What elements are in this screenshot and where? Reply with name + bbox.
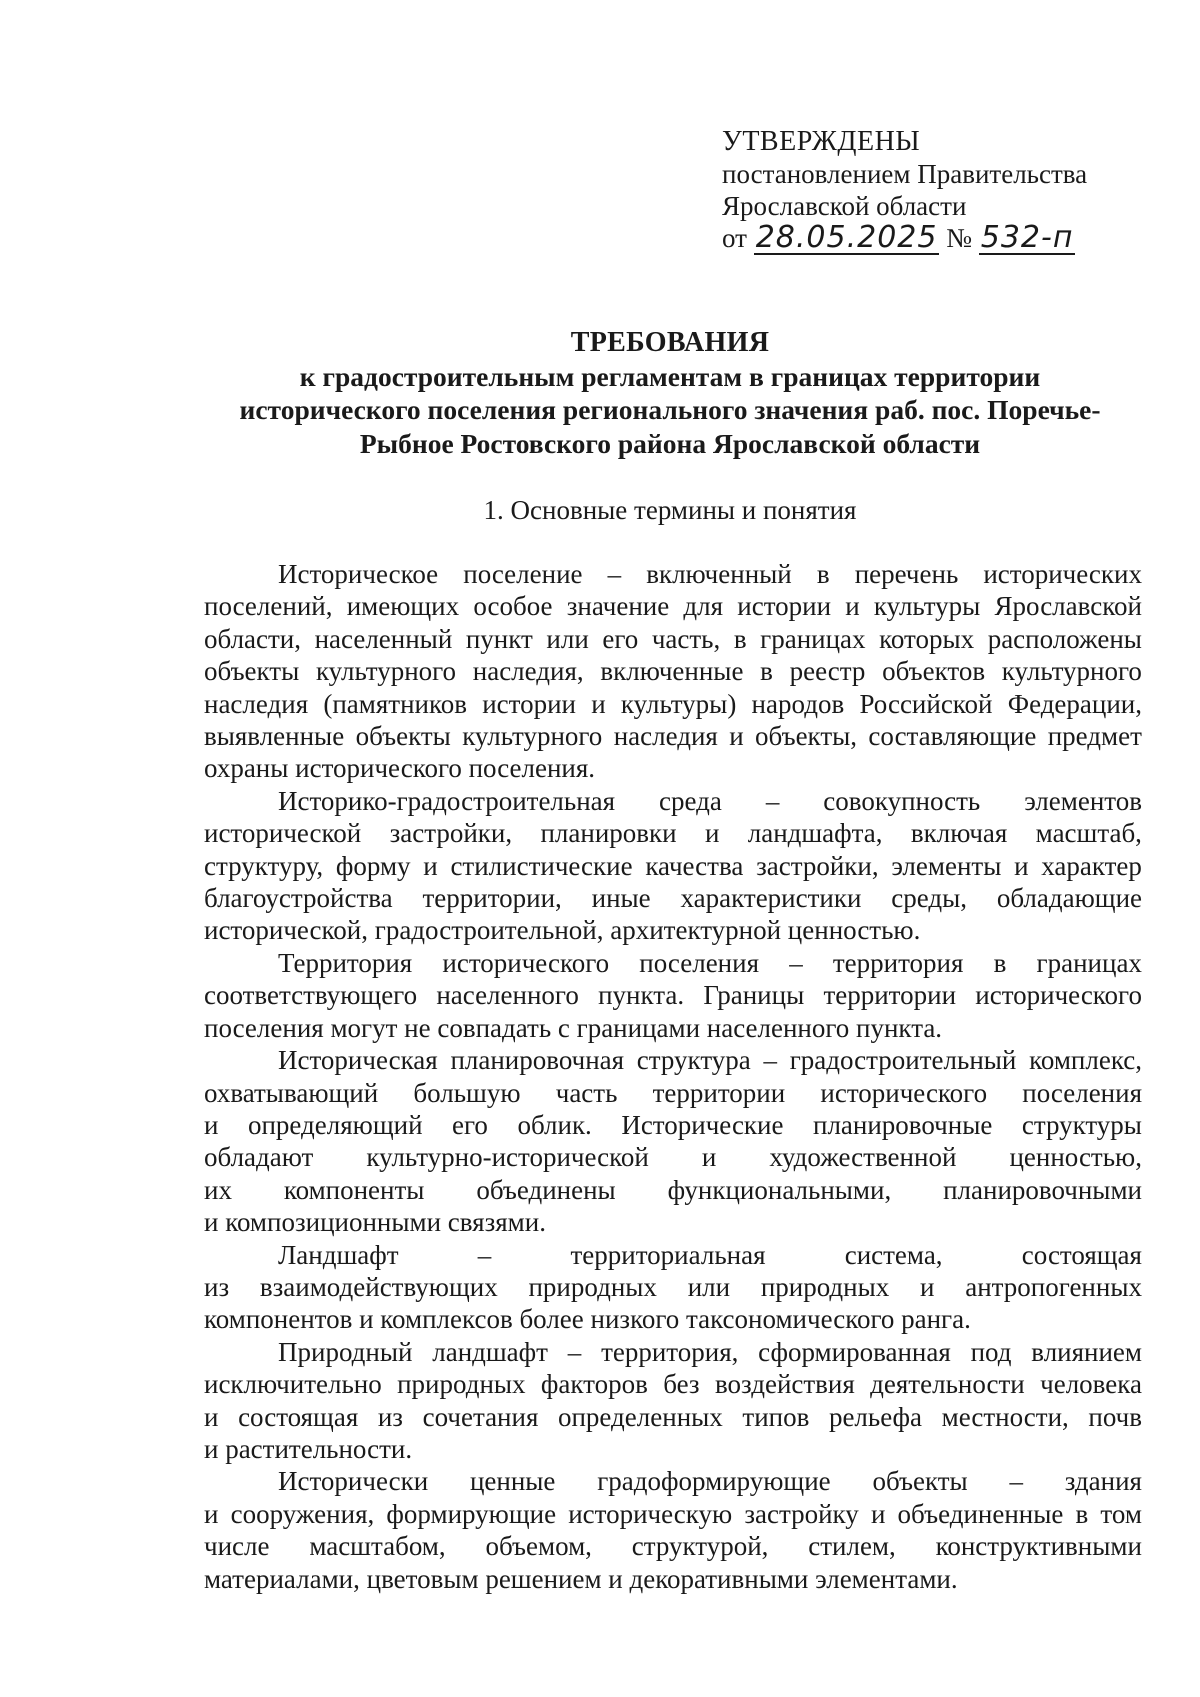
paragraph-line: компонентов и комплексов более низкого таксономического ранга. — [204, 1304, 971, 1335]
word: охватывающий — [204, 1077, 379, 1108]
document-title — [200, 326, 1140, 460]
word: наследия, — [472, 656, 584, 687]
word: Ярославской — [994, 591, 1142, 622]
handwritten-number: 532-п — [980, 220, 1074, 255]
paragraph — [204, 785, 1142, 947]
word: Историческое — [278, 559, 439, 589]
paragraph — [204, 1239, 1142, 1336]
paragraph-line — [204, 688, 1142, 720]
word: ландшафта, — [747, 818, 883, 849]
word: исключительно — [204, 1369, 382, 1400]
word: или — [546, 623, 589, 654]
word: из — [377, 1401, 403, 1432]
word: влиянием — [1031, 1336, 1142, 1367]
word: природных — [760, 1271, 890, 1302]
word: часть, — [651, 623, 721, 654]
word: Природный — [278, 1336, 413, 1367]
word: объемом, — [485, 1531, 592, 1562]
word: определенных — [557, 1401, 723, 1432]
word: взаимодействующих — [259, 1271, 498, 1302]
paragraph-line: и композиционными связями. — [204, 1207, 546, 1238]
word: местности, — [941, 1401, 1069, 1432]
paragraph-line — [204, 882, 1142, 914]
word: расположены — [987, 623, 1142, 654]
paragraph-line — [204, 1401, 1142, 1433]
paragraph-line — [204, 850, 1142, 882]
word: Ландшафт — [278, 1239, 399, 1270]
word: культуры) — [620, 688, 737, 719]
word: и — [423, 850, 438, 881]
word: территории, — [422, 883, 562, 914]
word: из — [204, 1271, 230, 1302]
word: культурного — [315, 656, 457, 687]
word: структура — [636, 1045, 751, 1076]
word: выявленные — [204, 721, 345, 752]
word: его — [602, 623, 639, 654]
word: застройки, — [389, 818, 513, 849]
word: его — [452, 1109, 488, 1140]
word: – — [789, 947, 803, 978]
word: ценные — [469, 1466, 556, 1497]
paragraph-line — [204, 979, 1142, 1011]
word: исторического — [442, 947, 610, 978]
word: состоящая — [1021, 1239, 1142, 1270]
word: и — [591, 688, 606, 719]
word: элементы — [891, 850, 1002, 881]
word: культуры — [873, 591, 981, 622]
word: облик. — [517, 1109, 592, 1140]
word: конструктивными — [935, 1531, 1142, 1562]
word: территория — [832, 947, 964, 978]
paragraph-line: материалами, цветовым решением и декоративными элементами. — [204, 1563, 958, 1594]
word: их — [204, 1174, 232, 1205]
word: художественной — [769, 1142, 957, 1173]
word: сочетания — [422, 1401, 539, 1432]
title-line-1: к градостроительным регламентам в границах территории — [299, 360, 1041, 392]
handwritten-date: 28.05.2025 — [755, 220, 938, 255]
word: объекты, — [755, 721, 858, 752]
paragraph — [204, 1044, 1142, 1238]
word: и — [204, 1109, 219, 1140]
word: в — [816, 559, 830, 589]
word: включенный — [646, 559, 792, 589]
word: и — [701, 1142, 717, 1173]
paragraph — [204, 1465, 1142, 1595]
word: рельефа — [828, 1401, 923, 1432]
paragraph-line — [204, 1368, 1142, 1400]
section-heading: 1. Основные термины и понятия — [483, 495, 857, 525]
word: составляющие — [868, 721, 1037, 752]
word: Территория — [278, 947, 413, 978]
word: состоящая — [238, 1401, 359, 1432]
word: культурно-исторической — [366, 1142, 649, 1173]
paragraph-line — [204, 1141, 1142, 1173]
word: масштаб, — [1035, 818, 1142, 849]
paragraph-line — [204, 1530, 1142, 1562]
paragraph-line — [204, 785, 1142, 817]
word: природных — [397, 1369, 526, 1400]
paragraph-line — [204, 623, 1142, 655]
word: планировки — [540, 818, 677, 849]
paragraph-line — [204, 1465, 1142, 1497]
word: области, — [204, 623, 302, 654]
word: – — [765, 785, 780, 816]
word: исторических — [983, 559, 1142, 589]
word: включенные — [600, 656, 744, 687]
word: и — [204, 1401, 219, 1432]
paragraph-line — [204, 947, 1142, 979]
word: без — [663, 1369, 700, 1400]
word: природных — [528, 1271, 657, 1302]
word: деятельности — [870, 1369, 1025, 1400]
word: структуру, — [204, 850, 324, 881]
word: компоненты — [283, 1174, 425, 1205]
word: объекты — [204, 656, 300, 687]
word: Историко-градостроительная — [278, 785, 616, 816]
number-prefix: № — [946, 223, 972, 253]
word: пункта. — [598, 980, 685, 1011]
word: в — [733, 623, 747, 654]
paragraph-line — [204, 655, 1142, 687]
word: исторической — [204, 818, 362, 849]
paragraph-line: поселения могут не совпадать с границами населенного пункта. — [204, 1012, 943, 1043]
word: населенного — [436, 980, 579, 1011]
word: исторического — [820, 1077, 988, 1108]
word: поселения — [639, 947, 759, 978]
word: характеристики — [680, 883, 862, 914]
word: качества — [645, 850, 744, 881]
paragraph-line — [204, 1109, 1142, 1141]
word: объединенные — [897, 1498, 1064, 1529]
word: воздействия — [714, 1369, 855, 1400]
word: форму — [335, 850, 411, 881]
paragraph-line: исторической, градостроительной, архитектурной ценностью. — [204, 915, 921, 946]
word: градоформирующие — [597, 1466, 831, 1497]
paragraph-line — [204, 590, 1142, 622]
word: имеющих — [346, 591, 460, 622]
word: стилем, — [808, 1531, 896, 1562]
word: особое — [473, 591, 553, 622]
word: истории — [482, 688, 576, 719]
word: объекты — [355, 721, 451, 752]
word: система, — [844, 1239, 943, 1270]
word: культурного — [1001, 656, 1142, 687]
word: наследия — [613, 721, 718, 752]
word: часть — [555, 1077, 618, 1108]
title-main: ТРЕБОВАНИЯ — [570, 327, 770, 358]
word: объекты — [872, 1466, 968, 1497]
word: ценностью, — [1009, 1142, 1142, 1173]
word: населенный — [314, 623, 453, 654]
word: планировочными — [943, 1174, 1142, 1205]
word: историческую — [568, 1498, 733, 1529]
word: планировочные — [813, 1109, 993, 1140]
word: и — [845, 591, 860, 622]
body-text — [204, 558, 1142, 1595]
word: исторического — [975, 980, 1142, 1011]
word: человека — [1040, 1369, 1142, 1400]
word: почв — [1088, 1401, 1142, 1432]
word: Историческая — [278, 1045, 438, 1076]
word: под — [970, 1336, 1012, 1367]
approval-stamp — [722, 126, 1087, 255]
word: и — [1014, 850, 1029, 881]
title-line-2: исторического поселения регионального значения раб. пос. Поречье- — [239, 394, 1101, 425]
word: сооружения, — [230, 1498, 375, 1529]
word: обладающие — [996, 883, 1142, 914]
word: Федерации, — [1007, 688, 1142, 719]
word: наследия — [204, 688, 309, 719]
word: определяющий — [247, 1109, 423, 1140]
word: территориальная — [570, 1239, 766, 1270]
word: соответствующего — [204, 980, 418, 1011]
word: среда — [659, 785, 722, 816]
paragraph-line — [204, 720, 1142, 752]
word: – — [1009, 1466, 1023, 1497]
word: и — [920, 1271, 935, 1302]
word: объединены — [476, 1174, 616, 1205]
word: поселения — [1022, 1077, 1142, 1108]
word: – — [567, 1336, 582, 1367]
word: типов — [742, 1401, 810, 1432]
word: Российской — [859, 688, 993, 719]
word: факторов — [540, 1369, 648, 1400]
word: числе — [204, 1531, 270, 1562]
word: элементов — [1024, 785, 1142, 816]
word: формирующие — [386, 1498, 557, 1529]
approval-date-number — [722, 222, 1087, 255]
word: здания — [1064, 1466, 1142, 1497]
title-line-3: Рыбное Ростовского района Ярославской области — [359, 427, 981, 459]
word: поселений, — [204, 591, 333, 622]
word: границах — [760, 623, 866, 654]
word: стилистические — [450, 850, 633, 881]
word: обладают — [204, 1142, 314, 1173]
word: ландшафт — [432, 1336, 548, 1367]
approval-region: Ярославской области — [722, 191, 967, 221]
word: иные — [591, 883, 651, 914]
word: перечень — [854, 559, 959, 589]
word: реестр — [789, 656, 866, 687]
word: в — [760, 656, 773, 687]
word: территории — [652, 1077, 786, 1108]
paragraph — [204, 947, 1142, 1044]
word: совокупность — [823, 785, 981, 816]
paragraph-line — [204, 1271, 1142, 1303]
word: застройки, — [756, 850, 879, 881]
word: границах — [1036, 947, 1142, 978]
paragraph-line — [204, 1044, 1142, 1076]
word: структурой, — [631, 1531, 769, 1562]
word: и — [704, 818, 720, 849]
word: предмет — [1047, 721, 1142, 752]
word: для — [683, 591, 724, 622]
word: значение — [566, 591, 670, 622]
paragraph — [204, 1336, 1142, 1466]
paragraph — [204, 558, 1142, 785]
word: – — [477, 1239, 492, 1270]
word: объектов — [882, 656, 986, 687]
word: благоустройства — [204, 883, 393, 914]
paragraph-line — [204, 1239, 1142, 1271]
paragraph-line — [204, 1336, 1142, 1368]
approval-heading: УТВЕРЖДЕНЫ — [722, 126, 921, 157]
word: которых — [879, 623, 975, 654]
word: включая — [910, 818, 1008, 849]
approval-issuer: постановлением Правительства — [722, 159, 1088, 189]
word: Исторически — [278, 1466, 429, 1497]
word: структуры — [1021, 1109, 1142, 1140]
word: среды, — [891, 883, 968, 914]
word: застройку — [744, 1498, 859, 1529]
word: в — [993, 947, 1007, 978]
paragraph-line: охраны исторического поселения. — [204, 753, 596, 784]
word: антропогенных — [965, 1271, 1142, 1302]
word: культурного — [462, 721, 603, 752]
word: территория, — [601, 1336, 739, 1367]
date-prefix: от — [722, 223, 747, 253]
word: или — [687, 1271, 731, 1302]
paragraph-line — [204, 1498, 1142, 1530]
word: комплекс, — [1029, 1045, 1142, 1076]
word: планировочная — [450, 1045, 625, 1076]
word: народов — [751, 688, 845, 719]
word: и — [204, 1498, 219, 1529]
word: сформированная — [758, 1336, 951, 1367]
paragraph-line — [204, 817, 1142, 849]
word: Границы — [703, 980, 805, 1011]
word: – — [607, 559, 622, 589]
word: – — [763, 1045, 777, 1076]
word: характер — [1041, 850, 1142, 881]
word: градостроительный — [789, 1045, 1017, 1076]
word: Исторические — [621, 1109, 784, 1140]
word: в — [1075, 1498, 1089, 1529]
word: пункт — [465, 623, 533, 654]
word: масштабом, — [309, 1531, 446, 1562]
word: поселение — [463, 559, 583, 589]
word: истории — [737, 591, 832, 622]
word: и — [729, 721, 744, 752]
paragraph-line — [204, 558, 1142, 590]
paragraph-line: и растительности. — [204, 1433, 413, 1464]
word: и — [870, 1498, 886, 1529]
word: большую — [413, 1077, 521, 1108]
word: том — [1100, 1498, 1142, 1529]
paragraph-line — [204, 1174, 1142, 1206]
word: функциональными, — [667, 1174, 892, 1205]
paragraph-line — [204, 1077, 1142, 1109]
word: (памятников — [323, 688, 467, 719]
word: территории — [823, 980, 957, 1011]
